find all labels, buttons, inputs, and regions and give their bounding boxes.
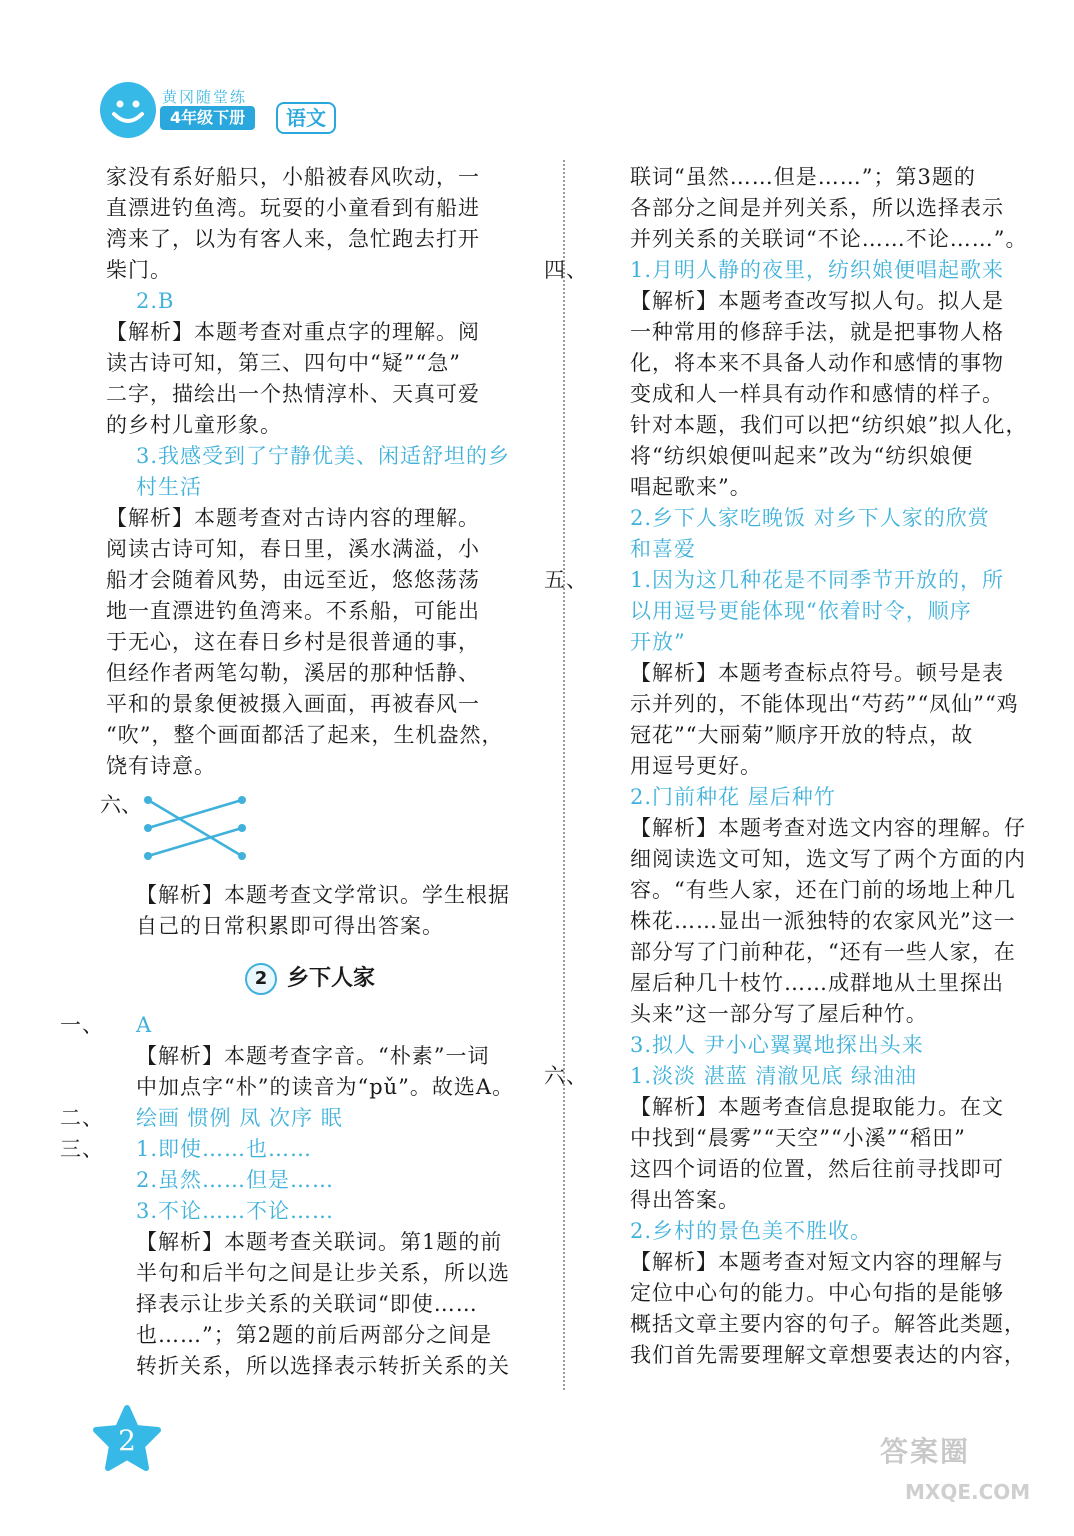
answer-line: 以用逗号更能体现“依着时令，顺序: [630, 599, 972, 623]
grade-label: 4年级下册: [160, 106, 255, 130]
text-line: 【解析】本题考查文学常识。学生根据: [136, 883, 510, 907]
text-line: 择表示让步关系的关联词“即使……: [136, 1292, 478, 1316]
text-line: 家没有系好船只，小船被春风吹动，一: [106, 165, 480, 189]
smiley-face-icon: [100, 82, 156, 138]
answer-line: 3.我感受到了宁静优美、闲适舒坦的乡: [136, 444, 511, 468]
question-number-label: 三、: [60, 1137, 104, 1161]
text-line: 饶有诗意。: [106, 754, 216, 778]
text-line: 于无心，这在春日乡村是很普通的事，: [106, 630, 480, 654]
text-line: 各部分之间是并列关系，所以选择表示: [630, 196, 1004, 220]
section-title-text: 乡下人家: [287, 966, 376, 991]
text-line: 平和的景象便被摄入画面，再被春风一: [106, 692, 480, 716]
book-header: [100, 82, 360, 142]
watermark-logo: 答案圈: [880, 1435, 971, 1468]
section-number: 2: [245, 963, 277, 995]
text-line: 【解析】本题考查对古诗内容的理解。: [106, 506, 480, 530]
text-line: 容。“有些人家，还在门前的场地上种几: [630, 878, 1016, 902]
text-line: 中找到“晨雾”“天空”“小溪”“稻田”: [630, 1126, 966, 1150]
question-six-label: 六、: [100, 793, 142, 817]
section-title: [245, 962, 375, 996]
answer-line: 2.门前种花 屋后种竹: [630, 785, 836, 809]
answer-line: 1.月明人静的夜里，纺织娘便唱起歌来: [630, 258, 1005, 282]
subject-label: 语文: [276, 102, 336, 134]
text-line: 一种常用的修辞手法，就是把事物人格: [630, 320, 1004, 344]
answer-line: 3.拟人 尹小心翼翼地探出头来: [630, 1033, 924, 1057]
text-line: 自己的日常积累即可得出答案。: [136, 914, 444, 938]
text-line: 阅读古诗可知，春日里，溪水满溢，小: [106, 537, 480, 561]
answer-line: 2.B: [136, 289, 175, 313]
text-line: 船才会随着风势，由远至近，悠悠荡荡: [106, 568, 480, 592]
text-line: 用逗号更好。: [630, 754, 762, 778]
text-line: 也……”；第2题的前后两部分之间是: [136, 1323, 493, 1347]
question-number-label: 四、: [544, 258, 588, 282]
answer-line: 2.乡下人家吃晚饭 对乡下人家的欣赏: [630, 506, 990, 530]
text-line: 部分写了门前种花，“还有一些人家，在: [630, 940, 1016, 964]
text-line: 转折关系，所以选择表示转折关系的关: [136, 1354, 510, 1378]
question-number-label: 五、: [544, 568, 588, 592]
page-number: 2: [118, 1424, 136, 1457]
text-line: 【解析】本题考查信息提取能力。在文: [630, 1095, 1004, 1119]
answer-line: 村生活: [136, 475, 202, 499]
answer-line: 2.乡村的景色美不胜收。: [630, 1219, 873, 1243]
answer-line: 2.虽然……但是……: [136, 1168, 335, 1192]
text-line: 湾来了，以为有客人来，急忙跑去打开: [106, 227, 480, 251]
text-line: 概括文章主要内容的句子。解答此类题，: [630, 1312, 1026, 1336]
text-line: 直漂进钓鱼湾。玩耍的小童看到有船进: [106, 196, 480, 220]
series-name: 黄冈随堂练: [162, 88, 248, 106]
text-line: 柴门。: [106, 258, 172, 282]
text-line: 联词“虽然……但是……”；第3题的: [630, 165, 976, 189]
text-line: 【解析】本题考查关联词。第1题的前: [136, 1230, 503, 1254]
question-number-label: 六、: [544, 1064, 588, 1088]
text-line: 【解析】本题考查标点符号。顿号是表: [630, 661, 1004, 685]
text-line: 细阅读选文可知，选文写了两个方面的内: [630, 847, 1026, 871]
text-line: 针对本题，我们可以把“纺织娘”拟人化，: [630, 413, 1028, 437]
column-divider: [563, 160, 565, 1390]
text-line: 得出答案。: [630, 1188, 740, 1212]
text-line: 并列关系的关联词“不论……不论……”。: [630, 227, 1028, 251]
text-line: 头来”这一部分写了屋后种竹。: [630, 1002, 928, 1026]
text-line: 中加点字“朴”的读音为“pǔ”。故选A。: [136, 1075, 515, 1099]
text-line: 株花……显出一派独特的农家风光”这一: [630, 909, 1016, 933]
text-line: 将“纺织娘便叫起来”改为“纺织娘便: [630, 444, 974, 468]
text-line: 【解析】本题考查对选文内容的理解。仔: [630, 816, 1026, 840]
text-line: 【解析】本题考查对重点字的理解。阅: [106, 320, 480, 344]
text-line: 的乡村儿童形象。: [106, 413, 282, 437]
text-line: 这四个词语的位置，然后往前寻找即可: [630, 1157, 1004, 1181]
text-line: 【解析】本题考查字音。“朴素”一词: [136, 1044, 490, 1068]
text-line: 变成和人一样具有动作和感情的样子。: [630, 382, 1004, 406]
watermark-url: MXQE.COM: [905, 1480, 1031, 1504]
page-number-badge: [92, 1404, 162, 1474]
answer-line: 开放”: [630, 630, 686, 654]
text-line: 半句和后半句之间是让步关系，所以选: [136, 1261, 510, 1285]
text-line: “吹”，整个画面都活了起来，生机盎然，: [106, 723, 504, 747]
text-line: 但经作者两笔勾勒，溪居的那种恬静、: [106, 661, 480, 685]
text-line: 【解析】本题考查对短文内容的理解与: [630, 1250, 1004, 1274]
text-line: 屋后种几十枝竹……成群地从土里探出: [630, 971, 1004, 995]
text-line: 示并列的，不能体现出“芍药”“凤仙”“鸡: [630, 692, 1019, 716]
text-line: 读古诗可知，第三、四句中“疑”“急”: [106, 351, 461, 375]
text-line: 【解析】本题考查改写拟人句。拟人是: [630, 289, 1004, 313]
text-line: 二字，描绘出一个热情淳朴、天真可爱: [106, 382, 480, 406]
text-line: 地一直漂进钓鱼湾来。不系船，可能出: [106, 599, 480, 623]
answer-line: 1.淡淡 湛蓝 清澈见底 绿油油: [630, 1064, 918, 1088]
text-line: 唱起歌来”。: [630, 475, 752, 499]
answer-line: A: [136, 1013, 153, 1037]
text-line: 定位中心句的能力。中心句指的是能够: [630, 1281, 1004, 1305]
answer-line: 绘画 惯例 凤 次序 眠: [136, 1106, 343, 1130]
text-line: 冠花”“大丽菊”顺序开放的特点，故: [630, 723, 974, 747]
text-line: 我们首先需要理解文章想要表达的内容，: [630, 1343, 1026, 1367]
answer-line: 3.不论……不论……: [136, 1199, 335, 1223]
matching-lines-diagram: [140, 790, 260, 870]
answer-line: 1.因为这几种花是不同季节开放的，所: [630, 568, 1005, 592]
text-line: 化，将本来不具备人动作和感情的事物: [630, 351, 1004, 375]
answer-line: 1.即使……也……: [136, 1137, 313, 1161]
question-number-label: 二、: [60, 1106, 104, 1130]
question-number-label: 一、: [60, 1013, 104, 1037]
answer-line: 和喜爱: [630, 537, 696, 561]
